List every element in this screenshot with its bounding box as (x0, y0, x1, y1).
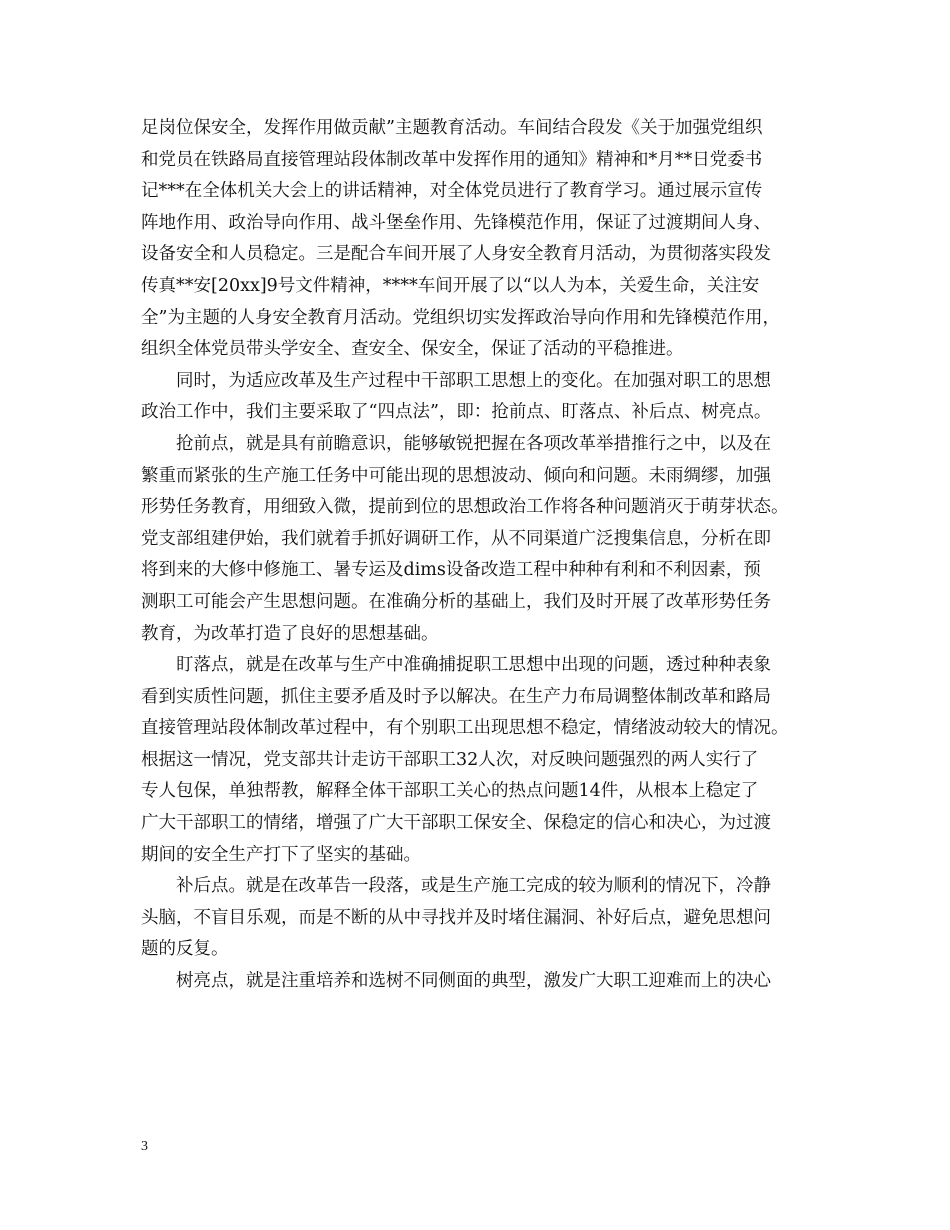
text-line: 教育，为改革打造了良好的思想基础。 (141, 623, 439, 644)
text-line: 繁重而紧张的生产施工任务中可能出现的思想波动、倾向和问题。未雨绸缪，加强 (141, 465, 771, 486)
text-line: 直接管理站段体制改革过程中，有个别职工出现思想不稳定，情绪波动较大的情况。 (141, 718, 789, 739)
text-line: 期间的安全生产打下了坚实的基础。 (141, 844, 421, 865)
text-line: 题的反复。 (141, 939, 229, 960)
text-line: 广大干部职工的情绪，增强了广大干部职工保安全、保稳定的信心和决心，为过渡 (141, 813, 771, 834)
page-number: 3 (141, 1139, 148, 1154)
body-text (141, 113, 831, 998)
text-line: 阵地作用、政治导向作用、战斗堡垒作用、先锋模范作用，保证了过渡期间人身、 (141, 212, 771, 233)
text-line: 和党员在铁路局直接管理站段体制改革中发挥作用的通知》精神和*月**日党委书 (141, 149, 763, 170)
text-line: 头脑，不盲目乐观，而是不断的从中寻找并及时堵住漏洞、补好后点，避免思想问 (141, 907, 771, 928)
text-line: 党支部组建伊始，我们就着手抓好调研工作，从不同渠道广泛搜集信息，分析在即 (141, 528, 771, 549)
text-line: 将到来的大修中修施工、暑专运及dims设备改造工程中种种有利和不利因素，预 (141, 560, 761, 581)
text-line: 树亮点，就是注重培养和选树不同侧面的典型，激发广大职工迎难而上的决心 (141, 971, 771, 992)
text-line: 抢前点，就是具有前瞻意识，能够敏锐把握在各项改革举措推行之中，以及在 (141, 433, 771, 454)
text-line: 专人包保，单独帮教，解释全体干部职工关心的热点问题14件，从根本上稳定了 (141, 781, 759, 802)
text-line: 设备安全和人员稳定。三是配合车间开展了人身安全教育月活动，为贯彻落实段发 (141, 244, 771, 265)
text-line: 同时，为适应改革及生产过程中干部职工思想上的变化。在加强对职工的思想 (141, 370, 771, 391)
text-line: 测职工可能会产生思想问题。在准确分析的基础上，我们及时开展了改革形势任务 (141, 591, 771, 612)
text-line: 政治工作中，我们主要采取了“四点法”，即：抢前点、盯落点、补后点、树亮点。 (141, 402, 772, 423)
text-line: 补后点。就是在改革告一段落，或是生产施工完成的较为顺利的情况下，冷静 (141, 876, 771, 897)
text-line: 盯落点，就是在改革与生产中准确捕捉职工思想中出现的问题，透过种种表象 (141, 655, 771, 676)
text-line: 足岗位保安全，发挥作用做贡献”主题教育活动。车间结合段发《关于加强党组织 (141, 118, 763, 138)
text-line: 看到实质性问题，抓住主要矛盾及时予以解决。在生产力布局调整体制改革和路局 (141, 686, 771, 707)
text-line: 组织全体党员带头学安全、查安全、保安全，保证了活动的平稳推进。 (141, 339, 684, 360)
text-line: 根据这一情况，党支部共计走访干部职工32人次，对反映问题强烈的两人实行了 (141, 749, 759, 770)
text-line: 传真**安[20xx]9号文件精神，****车间开展了以“以人为本，关爱生命，关注安 (141, 275, 760, 296)
text-line: 形势任务教育，用细致入微，提前到位的思想政治工作将各种问题消灭于萌芽状态。 (141, 497, 789, 518)
text-line: 记***在全体机关大会上的讲话精神，对全体党员进行了教育学习。通过展示宣传 (141, 181, 763, 202)
text-line: 全”为主题的人身安全教育月活动。党组织切实发挥政治导向作用和先锋模范作用， (141, 307, 780, 328)
